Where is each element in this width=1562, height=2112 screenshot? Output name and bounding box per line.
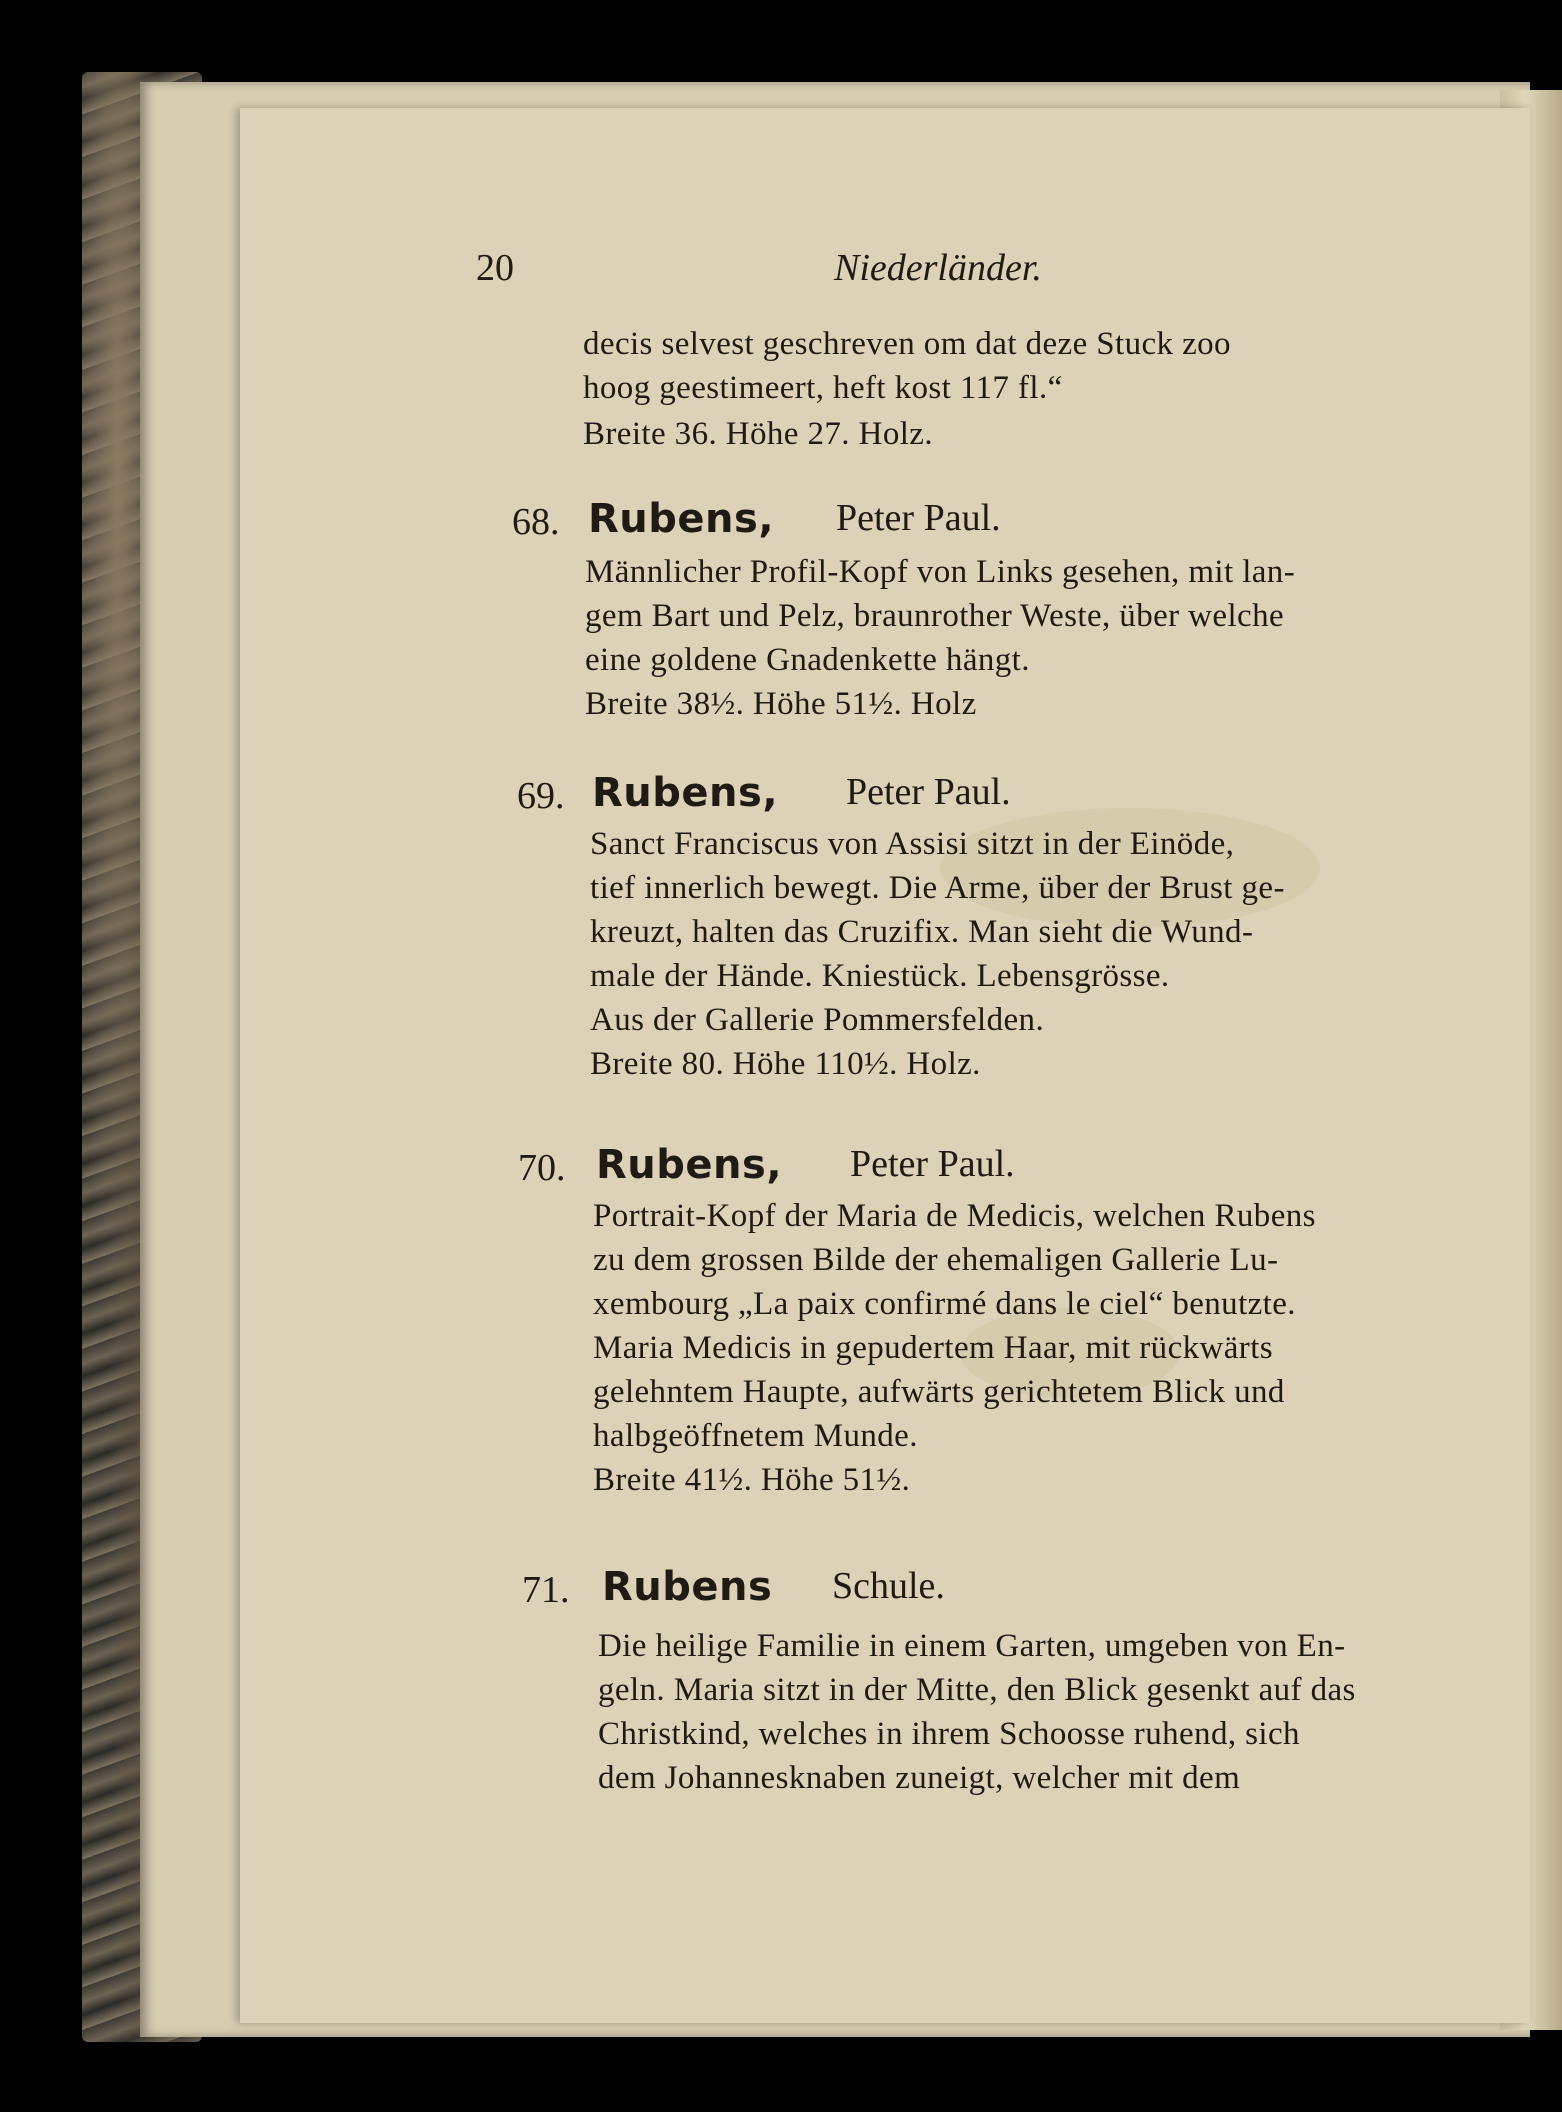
text-line: Breite 38½. Höhe 51½. Holz — [585, 686, 977, 722]
text-line: kreuzt, halten das Cruzifix. Man sieht die Wund- — [590, 914, 1254, 950]
text-line: Breite 41½. Höhe 51½. — [593, 1462, 911, 1498]
text-line: Portrait-Kopf der Maria de Medicis, welchen Rubens — [593, 1198, 1316, 1234]
text-line: geln. Maria sitzt in der Mitte, den Blick gesenkt auf das — [598, 1672, 1356, 1708]
artist-given-name: Peter Paul. — [850, 1143, 1015, 1185]
artist-given-name: Schule. — [832, 1565, 945, 1607]
text-line: xembourg „La paix confirmé dans le ciel“ benutzte. — [593, 1286, 1296, 1322]
text-line: eine goldene Gnadenkette hängt. — [585, 642, 1030, 678]
text-line: tief innerlich bewegt. Die Arme, über der Brust ge- — [590, 870, 1285, 906]
artist-name: Rubens — [602, 1564, 773, 1610]
text-line: gem Bart und Pelz, braunrother Weste, über welche — [585, 598, 1285, 634]
text-line: Aus der Gallerie Pommersfelden. — [590, 1002, 1045, 1038]
artist-given-name: Peter Paul. — [846, 771, 1011, 813]
text-line: Die heilige Familie in einem Garten, umgeben von En- — [598, 1628, 1346, 1664]
text-line: Männlicher Profil-Kopf von Links gesehen, mit lan- — [585, 554, 1296, 590]
text-line: halbgeöffnetem Munde. — [593, 1418, 918, 1454]
text-line: dem Johannesknaben zuneigt, welcher mit dem — [598, 1760, 1241, 1796]
entry-number: 69. — [517, 775, 565, 817]
artist-name: Rubens, — [588, 496, 775, 542]
artist-name: Rubens, — [592, 770, 779, 816]
text-line: Breite 36. Höhe 27. Holz. — [583, 416, 934, 452]
text-line: Sanct Franciscus von Assisi sitzt in der Einöde, — [590, 826, 1235, 862]
text-line: Maria Medicis in gepudertem Haar, mit rückwärts — [593, 1330, 1274, 1366]
text-line: Christkind, welches in ihrem Schoosse ruhend, sich — [598, 1716, 1300, 1752]
text-line: decis selvest geschreven om dat deze Stuck zoo — [583, 326, 1231, 362]
entry-number: 68. — [512, 501, 560, 543]
artist-given-name: Peter Paul. — [836, 497, 1001, 539]
artist-name: Rubens, — [596, 1142, 783, 1188]
text-line: Breite 80. Höhe 110½. Holz. — [590, 1046, 981, 1082]
text-line: male der Hände. Kniestück. Lebensgrösse. — [590, 958, 1170, 994]
entry-number: 71. — [522, 1569, 570, 1611]
section-title: Niederländer. — [834, 247, 1042, 289]
entry-number: 70. — [518, 1147, 566, 1189]
page-number: 20 — [476, 247, 514, 289]
text-line: hoog geestimeert, heft kost 117 fl.“ — [583, 370, 1063, 406]
text-line: zu dem grossen Bilde der ehemaligen Gallerie Lu- — [593, 1242, 1279, 1278]
text-line: gelehntem Haupte, aufwärts gerichtetem Blick und — [593, 1374, 1285, 1410]
